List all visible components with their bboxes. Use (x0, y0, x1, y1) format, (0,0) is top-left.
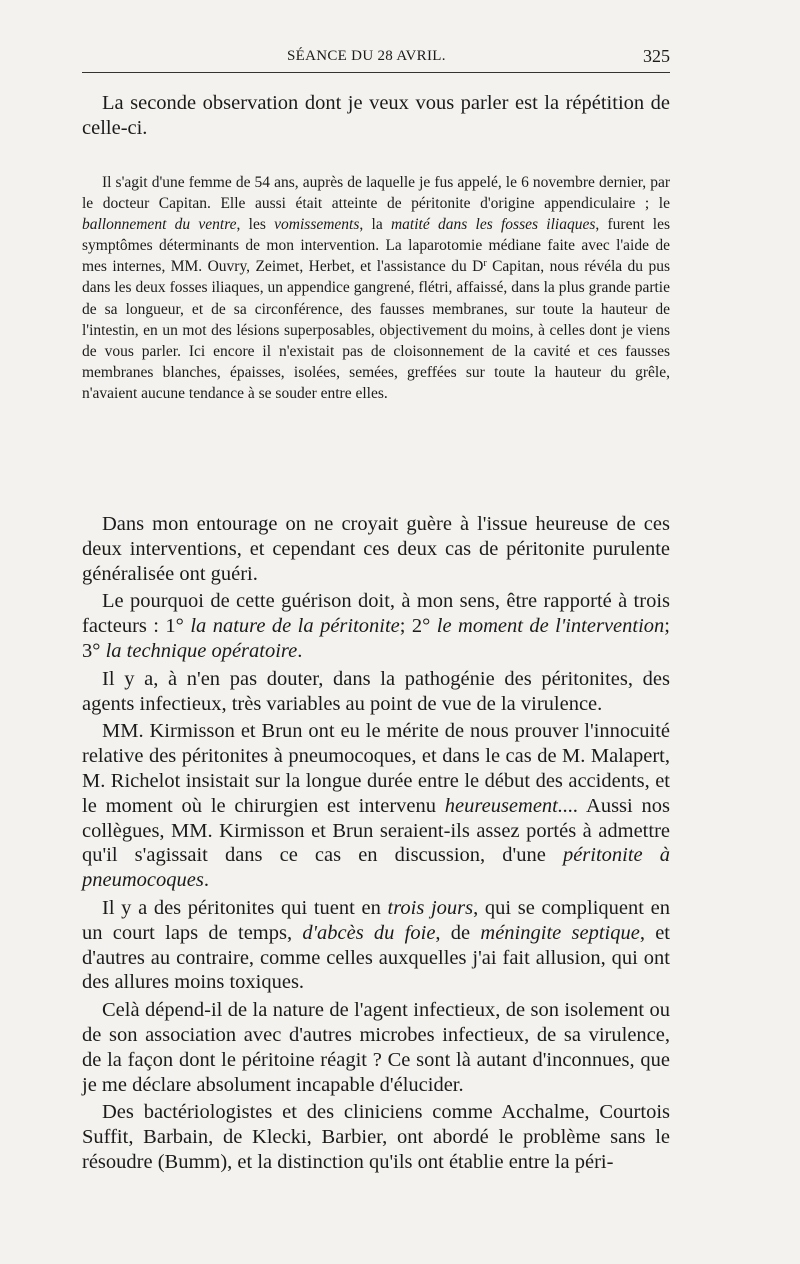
body-text: , et d'autres au contraire, comme celles auxquelles j'ai fait allusion, qui ont des allures moins toxiques. (82, 921, 671, 994)
body-italic: heureusement.... (444, 794, 579, 817)
header-title: SÉANCE DU 28 AVRIL. (287, 48, 446, 64)
case-italic: ballonnement du ventre (82, 216, 237, 234)
body-paragraph-6: Celà dépend-il de la nature de l'agent infectieux, de son isolement ou de son association avec d'autres microbes infectieux, de sa virulence, de la façon dont le péritoine réagit ? Ce sont là autant d'inconnues, que je me déclare absolument incapable d'élucider. (82, 999, 670, 1096)
body-text: . (297, 639, 303, 662)
running-header (82, 44, 670, 73)
body-italic: le moment de l'intervention (436, 615, 665, 638)
body-paragraph-5 (82, 896, 670, 995)
body-text: Il y a des péritonites qui tuent en (102, 896, 388, 919)
intro-paragraph: La seconde observation dont je veux vous parler est la répétition de celle-ci. (82, 92, 670, 139)
body-paragraph-4 (82, 719, 670, 893)
intro-block (82, 91, 670, 141)
case-text: , les (236, 216, 275, 234)
body-paragraph-3: Il y a, à n'en pas douter, dans la pathogénie des péritonites, des agents infectieux, très variables au point de vue de la virulence. (82, 667, 670, 715)
main-body (82, 512, 670, 1175)
case-paragraph (82, 172, 670, 404)
page-number: 325 (643, 46, 670, 66)
body-italic: la nature de la péritonite (190, 615, 400, 638)
case-italic: vomissements (274, 216, 360, 234)
case-text: Capitan, nous révéla du pus dans les deux fosses iliaques, un appendice gangrené, flétri, affaissé, dans la plus grande partie de sa longueur, et de sa circonférence, des fausses membranes, sur toute la hauteur de l'intestin, en un mot des lésions superposables, objectivement du moins, à celles dont je viens de vous parler. Ici encore il n'existait pas de cloisonnement de la cavité et ces fausses membranes blanches, épaisses, isolées, semées, greffées sur toute la hauteur du grêle, n'avaient aucune tendance à se souder entre elles. (82, 258, 670, 402)
case-text: , la (359, 216, 391, 234)
body-text: , qui se compliquent en un court laps de temps, (82, 896, 670, 944)
body-paragraph-7: Des bactériologistes et des cliniciens comme Acchalme, Courtois Suffit, Barbain, de Klecki, Barbier, ont abordé le problème sans le résoudre (Bumm), et la distinction qu'ils ont établie entre la péri- (82, 1101, 670, 1173)
body-text: . (203, 869, 209, 892)
body-italic: d'abcès du foie (302, 921, 436, 944)
body-italic: méningite septique (480, 921, 640, 944)
body-text: ; 3° (82, 615, 670, 662)
case-superscript: r (483, 258, 487, 270)
case-italic: matité dans les fosses iliaques (390, 216, 596, 234)
body-text: Le pourquoi de cette guérison doit, à mon sens, être rapporté à trois facteurs : 1° (82, 590, 670, 638)
body-text: ; 2° (399, 615, 437, 638)
body-text: MM. Kirmisson et Brun ont eu le mérite de nous prouver l'innocuité relative des péritonites à pneumocoques, et dans le cas de M. Malapert, M. Richelot insistait sur la longue durée entre le début des accidents, et le moment où le chirurgien est intervenu (82, 720, 670, 817)
body-italic: la technique opératoire (105, 639, 298, 662)
body-paragraph-1: Dans mon entourage on ne croyait guère à l'issue heureuse de ces deux interventions, et cependant ces deux cas de péritonite purulente généralisée ont guéri. (82, 513, 670, 585)
body-text: Aussi nos collègues, MM. Kirmisson et Brun seraient-ils assez portés à admettre qu'il s'agissait dans ce cas en discussion, d'une (82, 794, 670, 867)
case-text: Il s'agit d'une femme de 54 ans, auprès de laquelle je fus appelé, le 6 novembre dernier, par le docteur Capitan. Elle aussi était atteinte de péritonite d'origine appendiculaire ; le (82, 174, 670, 213)
case-report (82, 172, 670, 404)
case-text: , furent les symptômes déterminants de mon intervention. La laparotomie médiane faite avec l'aide de mes internes, MM. Ouvry, Zeimet, Herbet, et l'assistance du D (82, 216, 670, 276)
body-italic: péritonite à pneumocoques (82, 844, 670, 892)
body-text: , de (435, 921, 481, 944)
body-italic: trois jours (387, 896, 474, 919)
body-paragraph-2 (82, 589, 670, 663)
